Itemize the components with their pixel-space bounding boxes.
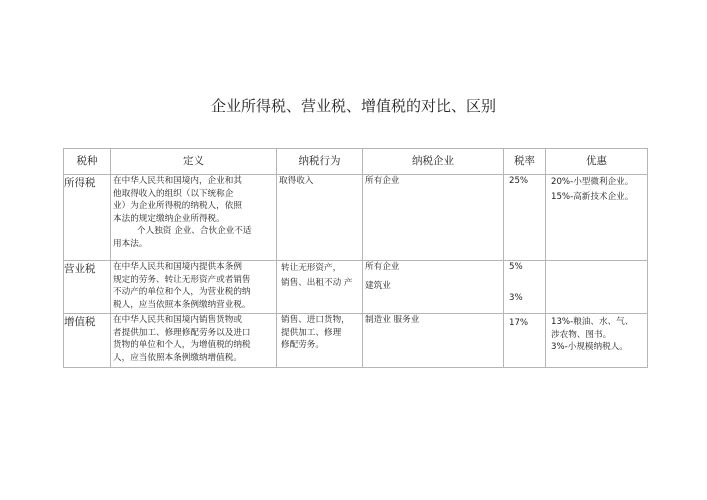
taxpayer-line: 所有企业	[365, 262, 400, 272]
rate-line: 3%	[509, 292, 523, 303]
definition-line: 不动产的单位和个人，为营业税的纳	[113, 287, 251, 297]
definition-line: 他取得收入的组织（以下统称企	[113, 188, 234, 199]
definition-cell	[111, 314, 277, 368]
benefit-line: 15%-高新技术企业。	[551, 192, 634, 202]
definition-line: 税人，应当依照本条例缴纳营业税。	[113, 299, 251, 310]
benefit-line: 涉农物、图书。	[551, 329, 612, 340]
behavior-cell	[277, 314, 363, 368]
taxpayer-line: 建筑业	[365, 280, 391, 291]
benefits-cell	[546, 314, 648, 368]
taxpayer-line: 制造业 服务业	[365, 315, 420, 325]
definition-line: 在中华人民共和国境内，企业和其	[113, 176, 242, 186]
document-title: 企业所得税、营业税、增值税的对比、区别	[210, 97, 496, 115]
tax-name: 营业税	[64, 261, 111, 314]
header-rate: 税率	[504, 149, 546, 175]
definition-line: 规定的劳务、转让无形资产或者销售	[113, 274, 251, 285]
tax-name: 所得税	[64, 175, 111, 261]
benefits-cell	[546, 175, 648, 261]
rate-line: 25%	[509, 176, 529, 186]
behavior-line: 修配劳务。	[281, 340, 324, 350]
behavior-line: 提供加工、修理	[281, 327, 342, 338]
definition-line: 在中华人民共和国境内提供本条例	[113, 262, 242, 272]
table-header-row	[64, 149, 648, 175]
definition-line: 者提供加工、修理修配劳务以及进口	[113, 327, 251, 338]
rate-cell	[504, 314, 546, 368]
table-row	[64, 261, 648, 314]
benefit-line: 13%-粮油、水、气、	[551, 317, 634, 327]
behavior-line: 取得收入	[279, 176, 314, 186]
rate-cell	[504, 261, 546, 314]
definition-line: 货物的单位和个人，为增值税的纳税	[113, 340, 251, 350]
rate-line: 5%	[509, 262, 523, 272]
behavior-cell	[277, 261, 363, 314]
definition-line: 人，应当依照本条例缴纳增值税。	[113, 352, 242, 363]
definition-cell	[111, 261, 277, 314]
header-benefits: 优惠	[546, 149, 648, 175]
taxpayer-line: 所有企业	[365, 176, 400, 186]
header-definition: 定义	[111, 149, 277, 175]
definition-cell	[111, 175, 277, 261]
rate-line: 17%	[509, 318, 529, 328]
behavior-line: 销售、进口货物，	[281, 315, 350, 325]
tax-comparison-table	[63, 148, 648, 368]
definition-line: 个人独资 企业、合伙企业不适	[137, 226, 252, 236]
behavior-line: 销售、出租不动 产	[281, 278, 353, 288]
definition-line: 用本法。	[113, 238, 148, 249]
taxpayer-cell	[363, 175, 504, 261]
behavior-cell	[277, 175, 363, 261]
taxpayer-cell	[363, 314, 504, 368]
table-row	[64, 314, 648, 368]
benefits-cell	[546, 261, 648, 314]
taxpayer-cell	[363, 261, 504, 314]
header-tax-type: 税种	[64, 149, 111, 175]
definition-line: 本法的规定缴纳企业所得税。	[113, 213, 225, 224]
header-taxable-behavior: 纳税行为	[277, 149, 363, 175]
header-taxpayer: 纳税企业	[363, 149, 504, 175]
definition-line: 在中华人民共和国境内销售货物或	[113, 315, 242, 325]
benefit-line: 3%-小规模纳税人。	[551, 342, 628, 352]
definition-line: 业）为企业所得税的纳税人，依照	[113, 201, 242, 211]
benefit-line: 20%-小型微利企业。	[551, 177, 634, 187]
tax-name: 增值税	[64, 314, 111, 368]
table-row	[64, 175, 648, 261]
behavior-line: 转让无形资产，	[281, 263, 342, 273]
rate-cell	[504, 175, 546, 261]
